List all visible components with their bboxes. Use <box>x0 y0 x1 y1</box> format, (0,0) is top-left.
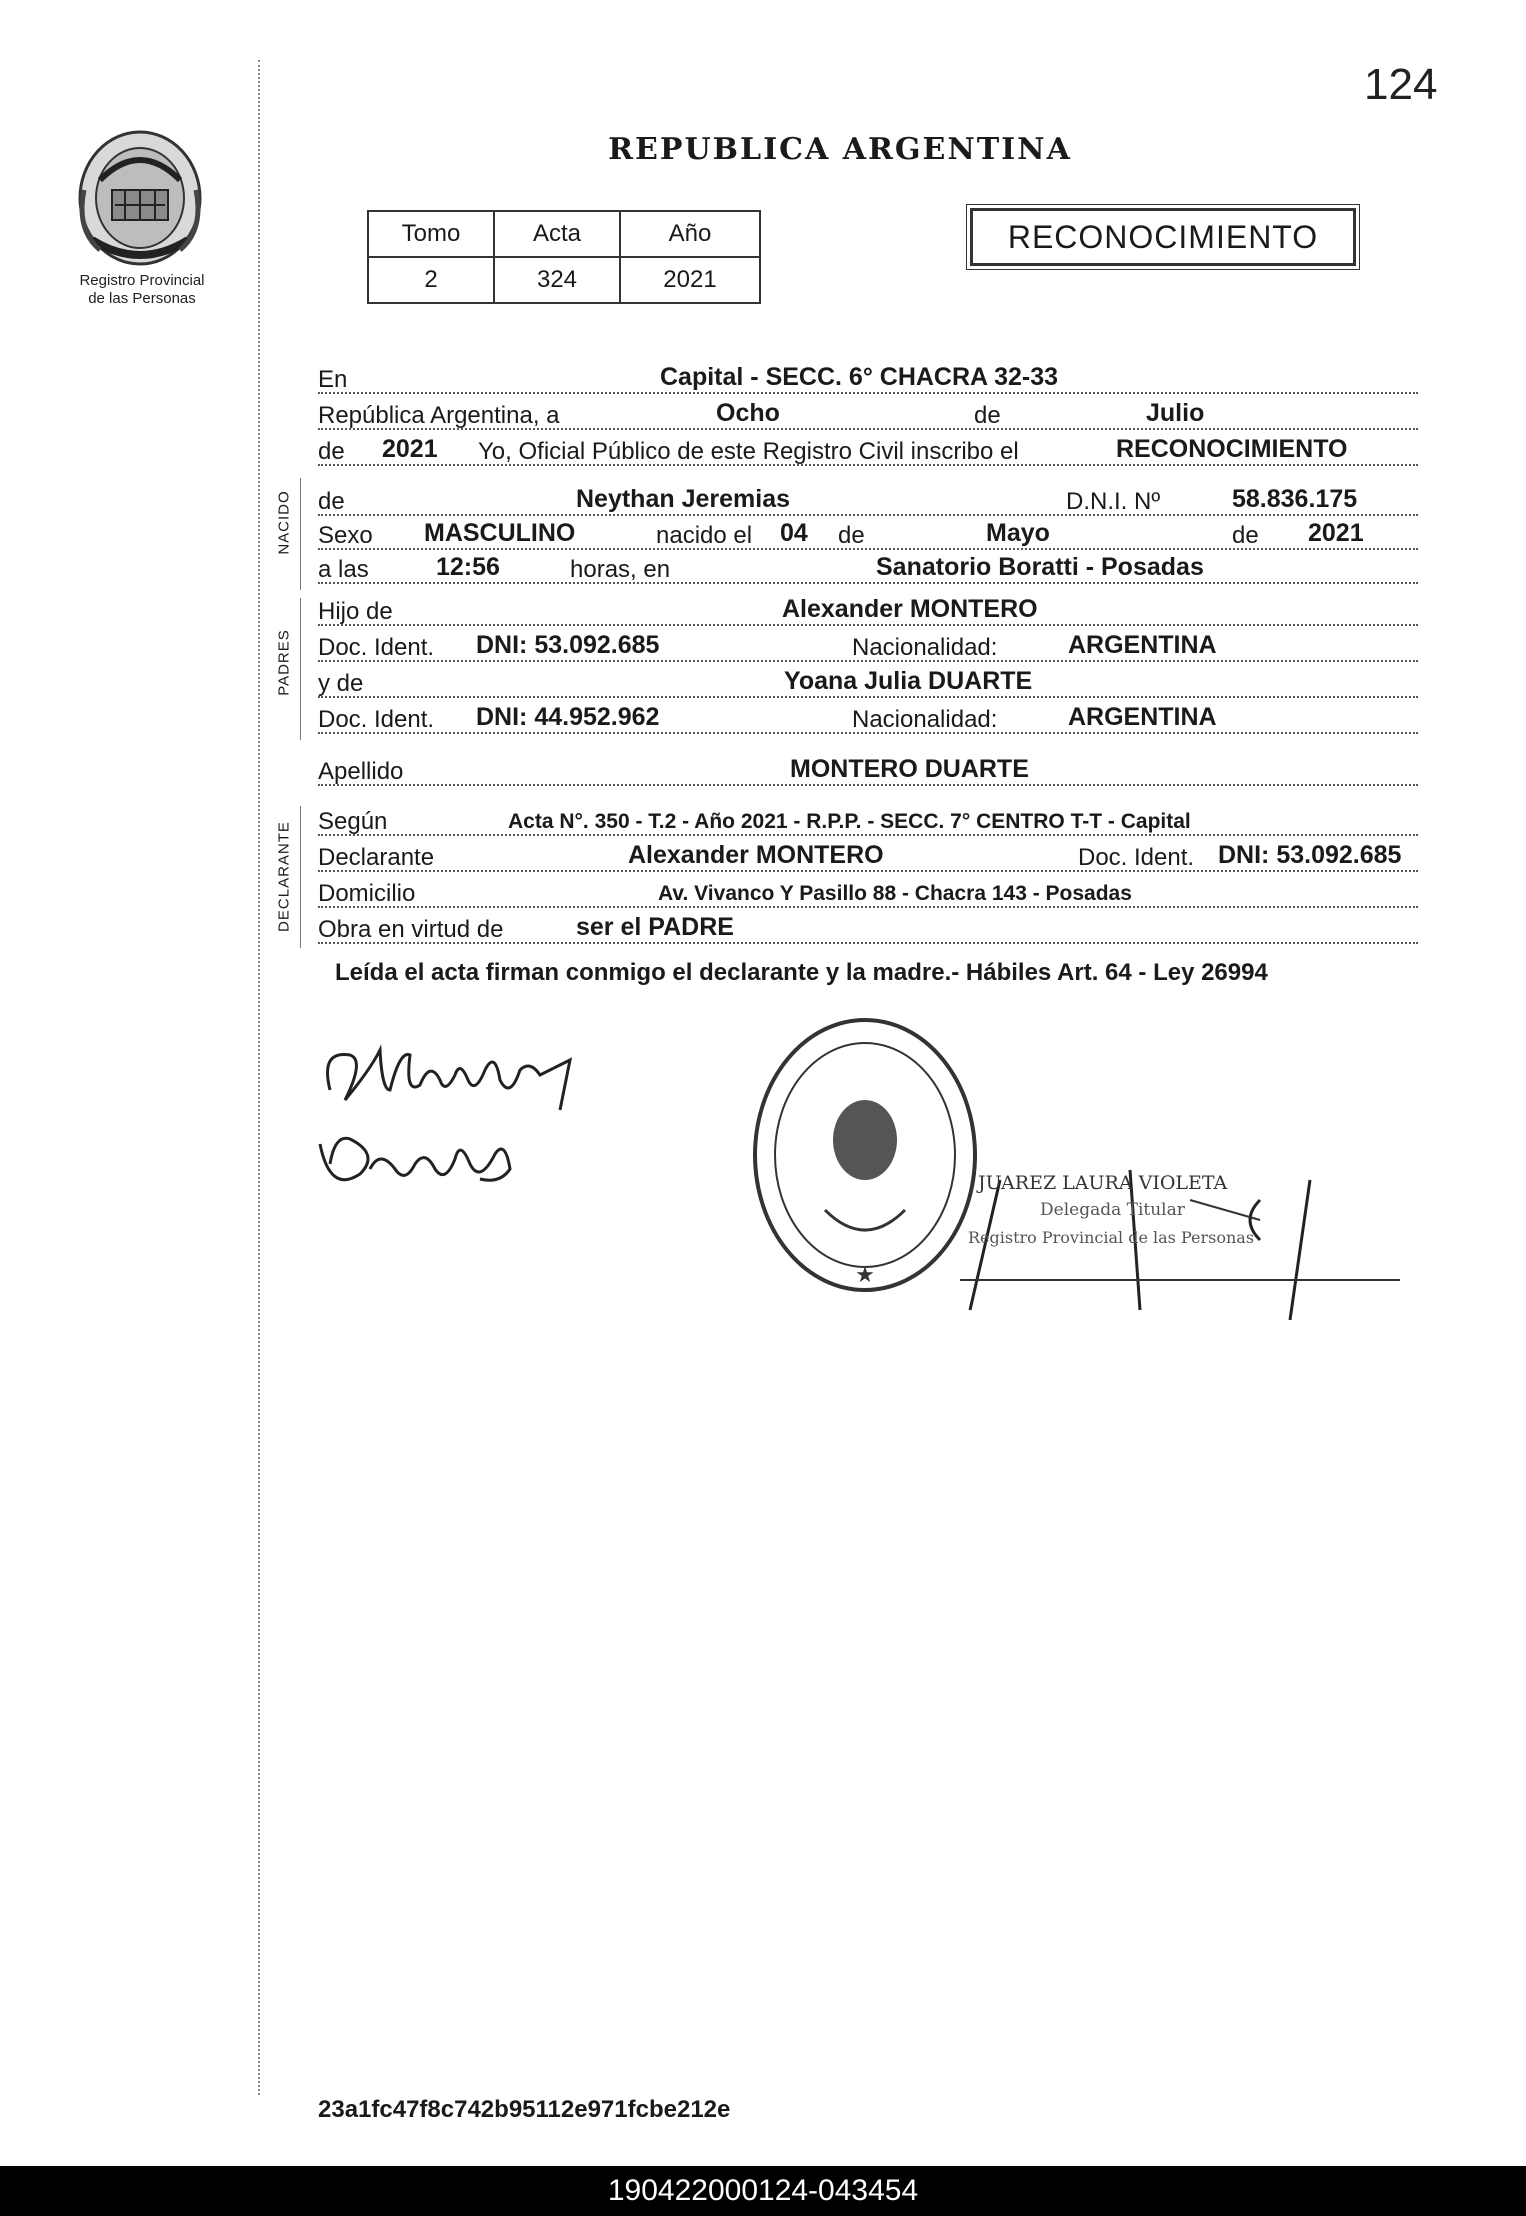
record-id-table <box>367 210 761 304</box>
value-anio: 2021 <box>620 257 760 303</box>
row-declarante <box>318 840 1418 872</box>
value-mes: Julio <box>1146 399 1205 427</box>
value-inscribe: RECONOCIMIENTO <box>1116 435 1348 463</box>
label-de-anio: de <box>318 438 345 465</box>
value-anio-acta: 2021 <box>382 435 438 463</box>
value-lugar-nac: Sanatorio Boratti - Posadas <box>876 553 1204 581</box>
value-nac-dia: 04 <box>780 519 808 547</box>
province-emblem-icon <box>70 120 210 270</box>
row-obra <box>318 912 1418 944</box>
official-office: Registro Provincial de las Personas <box>968 1228 1255 1247</box>
margin-line <box>258 60 260 2095</box>
section-bar-declarante <box>300 806 301 948</box>
row-madre <box>318 666 1418 698</box>
label-domicilio: Domicilio <box>318 880 416 907</box>
record-type-box: RECONOCIMIENTO <box>970 208 1356 266</box>
document-hash: 23a1fc47f8c742b95112e971fcbe212e <box>318 2096 731 2123</box>
row-nombre <box>318 484 1418 516</box>
label-de-dia: de <box>838 522 865 549</box>
svg-text:★: ★ <box>855 1262 875 1287</box>
label-oficial: Yo, Oficial Público de este Registro Civil inscribo el <box>478 438 1019 465</box>
label-doc-ident-madre: Doc. Ident. <box>318 706 435 733</box>
value-dia: Ocho <box>716 399 780 427</box>
section-label-nacido: NACIDO <box>275 490 293 555</box>
value-declarante: Alexander MONTERO <box>628 841 884 869</box>
label-de-mes-nac: de <box>1232 522 1259 549</box>
label-a-las: a las <box>318 556 369 583</box>
section-bar-padres <box>300 598 301 740</box>
row-fecha <box>318 398 1418 430</box>
row-inscripcion <box>318 434 1418 466</box>
value-madre: Yoana Julia DUARTE <box>784 667 1033 695</box>
value-hora: 12:56 <box>436 553 500 581</box>
row-padre <box>318 594 1418 626</box>
label-horas-en: horas, en <box>570 556 671 583</box>
header-anio: Año <box>620 211 760 257</box>
label-dni: D.N.I. Nº <box>1066 488 1161 515</box>
label-nacido-el: nacido el <box>656 522 753 549</box>
row-domicilio <box>318 876 1418 908</box>
declarant-signature-icon <box>310 1030 590 1120</box>
label-de-nombre: de <box>318 488 345 515</box>
value-nombre: Neythan Jeremias <box>576 485 791 513</box>
label-doc-ident-padre: Doc. Ident. <box>318 634 435 661</box>
document-title: REPUBLICA ARGENTINA <box>608 132 1072 167</box>
value-declarante-dni: DNI: 53.092.685 <box>1218 841 1402 869</box>
section-label-declarante: DECLARANTE <box>275 821 293 932</box>
value-nac-mes: Mayo <box>986 519 1050 547</box>
footer-id-bar: 190422000124-043454 <box>0 2166 1526 2216</box>
label-obra: Obra en virtud de <box>318 916 504 943</box>
value-madre-nac: ARGENTINA <box>1068 703 1217 731</box>
mother-signature-icon <box>310 1124 530 1204</box>
row-padre-doc <box>318 630 1418 662</box>
page-number: 124 <box>1364 60 1438 109</box>
value-tomo: 2 <box>368 257 494 303</box>
value-madre-dni: DNI: 44.952.962 <box>476 703 660 731</box>
value-acta: 324 <box>494 257 620 303</box>
value-obra: ser el PADRE <box>576 913 734 941</box>
label-apellido: Apellido <box>318 758 404 785</box>
row-sexo <box>318 518 1418 550</box>
label-nacionalidad-madre: Nacionalidad: <box>852 706 998 733</box>
value-apellido: MONTERO DUARTE <box>790 755 1029 783</box>
label-republica: República Argentina, a <box>318 402 560 429</box>
official-stamp-icon <box>745 1010 985 1300</box>
closing-statement: Leída el acta firman conmigo el declarante y la madre.- Hábiles Art. 64 - Ley 26994 <box>335 959 1268 986</box>
official-role: Delegada Titular <box>1040 1200 1185 1220</box>
value-nac-anio: 2021 <box>1308 519 1364 547</box>
row-madre-doc <box>318 702 1418 734</box>
value-lugar: Capital - SECC. 6° CHACRA 32-33 <box>660 363 1059 391</box>
row-lugar <box>318 362 1418 394</box>
section-bar-nacido <box>300 478 301 590</box>
header-tomo: Tomo <box>368 211 494 257</box>
label-segun: Según <box>318 808 388 835</box>
label-sexo: Sexo <box>318 522 373 549</box>
value-sexo: MASCULINO <box>424 519 576 547</box>
row-hora <box>318 552 1418 584</box>
value-padre: Alexander MONTERO <box>782 595 1038 623</box>
label-hijo-de: Hijo de <box>318 598 393 625</box>
label-declarante: Declarante <box>318 844 435 871</box>
row-apellido <box>318 754 1418 786</box>
value-segun: Acta N°. 350 - T.2 - Año 2021 - R.P.P. - SECC. 7° CENTRO T-T - Capital <box>508 810 1191 833</box>
label-en: En <box>318 366 348 393</box>
emblem-label: Registro Provincial de las Personas <box>79 272 205 307</box>
row-segun <box>318 804 1418 836</box>
value-padre-nac: ARGENTINA <box>1068 631 1217 659</box>
header-acta: Acta <box>494 211 620 257</box>
value-domicilio: Av. Vivanco Y Pasillo 88 - Chacra 143 - Posadas <box>658 882 1132 905</box>
label-nacionalidad-padre: Nacionalidad: <box>852 634 998 661</box>
label-de-mes: de <box>974 402 1001 429</box>
label-y-de: y de <box>318 670 364 697</box>
value-padre-dni: DNI: 53.092.685 <box>476 631 660 659</box>
official-name: JUAREZ LAURA VIOLETA <box>978 1172 1228 1194</box>
value-dni: 58.836.175 <box>1232 485 1358 513</box>
section-label-padres: PADRES <box>275 629 293 696</box>
label-doc-ident-declarante: Doc. Ident. <box>1078 844 1195 871</box>
